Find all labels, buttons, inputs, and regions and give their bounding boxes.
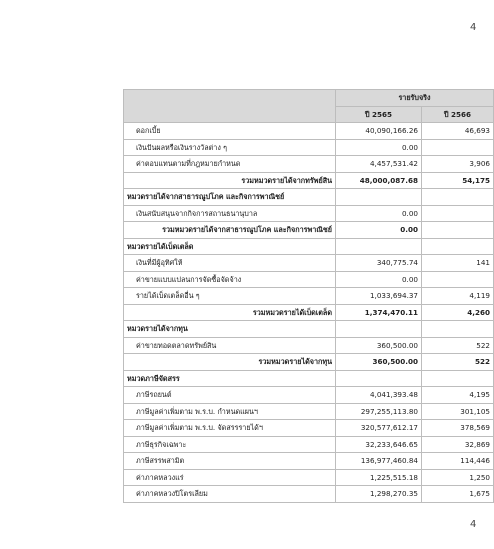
value-2565: 320,577,612.17	[336, 420, 422, 437]
header-row-group	[124, 90, 494, 107]
value-2566: 4,119	[422, 288, 494, 305]
total-label: รวมหมวดรายได้เบ็ดเตล็ด	[124, 304, 336, 321]
value-2565: 4,457,531.42	[336, 156, 422, 173]
table-row	[124, 387, 494, 404]
table-row	[124, 420, 494, 437]
table-row	[124, 436, 494, 453]
value-2566: 4,195	[422, 387, 494, 404]
table-row	[124, 205, 494, 222]
category-label: หมวดรายได้จากทุน	[124, 321, 336, 338]
item-label: เงินที่มีผู้อุทิศให้	[124, 255, 336, 272]
header-actual-revenue: รายรับจริง	[336, 90, 494, 107]
value-2566: 378,569	[422, 420, 494, 437]
value-2566: 46,693	[422, 123, 494, 140]
revenue-table-container	[123, 89, 493, 503]
value-2565: 0.00	[336, 205, 422, 222]
value-2565: 360,500.00	[336, 337, 422, 354]
value-2566: 4,260	[422, 304, 494, 321]
value-2565: 340,775.74	[336, 255, 422, 272]
value-2565: 0.00	[336, 271, 422, 288]
total-row	[124, 304, 494, 321]
value-2566: 301,105	[422, 403, 494, 420]
table-row	[124, 156, 494, 173]
value-2566: 1,250	[422, 469, 494, 486]
category-row	[124, 321, 494, 338]
page-number-bottom: 4	[470, 519, 477, 530]
value-2566: 1,675	[422, 486, 494, 503]
header-year-2565: ปี 2565	[336, 107, 422, 123]
item-label: ภาษีมูลค่าเพิ่มตาม พ.ร.บ. จัดสรรรายได้ฯ	[124, 420, 336, 437]
table-row	[124, 469, 494, 486]
value-2565: 0.00	[336, 139, 422, 156]
category-label: หมวดภาษีจัดสรร	[124, 370, 336, 387]
value-2565: 48,000,087.68	[336, 172, 422, 189]
category-row	[124, 189, 494, 206]
table-row	[124, 123, 494, 140]
table-row	[124, 453, 494, 470]
item-label: ค่าขายทอดตลาดทรัพย์สิน	[124, 337, 336, 354]
category-label: หมวดรายได้เบ็ดเตล็ด	[124, 238, 336, 255]
table-row	[124, 139, 494, 156]
item-label: ภาษีรถยนต์	[124, 387, 336, 404]
header-label-blank	[124, 90, 336, 123]
value-2566: 114,446	[422, 453, 494, 470]
value-2565	[336, 238, 422, 255]
table-row	[124, 255, 494, 272]
value-2566	[422, 205, 494, 222]
value-2565: 4,041,393.48	[336, 387, 422, 404]
total-label: รวมหมวดรายได้จากทุน	[124, 354, 336, 371]
item-label: เงินสนับสนุนจากกิจการสถานธนานุบาล	[124, 205, 336, 222]
value-2565: 297,255,113.80	[336, 403, 422, 420]
total-row	[124, 222, 494, 239]
value-2565: 0.00	[336, 222, 422, 239]
category-label: หมวดรายได้จากสาธารณูปโภค และกิจการพาณิชย์	[124, 189, 336, 206]
item-label: ค่าขายแบบแปลนการจัดซื้อจัดจ้าง	[124, 271, 336, 288]
value-2566	[422, 321, 494, 338]
table-row	[124, 403, 494, 420]
item-label: ดอกเบี้ย	[124, 123, 336, 140]
table-row	[124, 337, 494, 354]
value-2566: 54,175	[422, 172, 494, 189]
item-label: ค่าภาคหลวงแร่	[124, 469, 336, 486]
table-row	[124, 288, 494, 305]
value-2566	[422, 238, 494, 255]
value-2565	[336, 370, 422, 387]
item-label: เงินปันผลหรือเงินรางวัลต่าง ๆ	[124, 139, 336, 156]
value-2565: 1,225,515.18	[336, 469, 422, 486]
value-2566: 141	[422, 255, 494, 272]
value-2565: 1,033,694.37	[336, 288, 422, 305]
value-2566: 3,906	[422, 156, 494, 173]
item-label: ภาษีมูลค่าเพิ่มตาม พ.ร.บ. กำหนดแผนฯ	[124, 403, 336, 420]
value-2566	[422, 271, 494, 288]
category-row	[124, 238, 494, 255]
total-row	[124, 172, 494, 189]
value-2566: 522	[422, 337, 494, 354]
value-2565: 40,090,166.26	[336, 123, 422, 140]
table-row	[124, 271, 494, 288]
value-2565	[336, 189, 422, 206]
value-2565: 32,233,646.65	[336, 436, 422, 453]
category-row	[124, 370, 494, 387]
table-row	[124, 486, 494, 503]
item-label: ภาษีธุรกิจเฉพาะ	[124, 436, 336, 453]
value-2566	[422, 370, 494, 387]
item-label: รายได้เบ็ดเตล็ดอื่น ๆ	[124, 288, 336, 305]
value-2565: 136,977,460.84	[336, 453, 422, 470]
value-2566: 32,869	[422, 436, 494, 453]
value-2565: 360,500.00	[336, 354, 422, 371]
value-2566: 522	[422, 354, 494, 371]
value-2566	[422, 189, 494, 206]
total-label: รวมหมวดรายได้จากสาธารณูปโภค และกิจการพาณิชย์	[124, 222, 336, 239]
value-2566	[422, 222, 494, 239]
item-label: ภาษีสรรพสามิต	[124, 453, 336, 470]
table-body	[124, 123, 494, 503]
item-label: ค่าภาคหลวงปิโตรเลียม	[124, 486, 336, 503]
value-2565: 1,374,470.11	[336, 304, 422, 321]
item-label: ค่าตอบแทนตามที่กฎหมายกำหนด	[124, 156, 336, 173]
value-2565: 1,298,270.35	[336, 486, 422, 503]
revenue-table	[123, 89, 494, 503]
total-label: รวมหมวดรายได้จากทรัพย์สิน	[124, 172, 336, 189]
value-2565	[336, 321, 422, 338]
total-row	[124, 354, 494, 371]
page-number-top: 4	[470, 22, 477, 33]
value-2566	[422, 139, 494, 156]
header-year-2566: ปี 2566	[422, 107, 494, 123]
